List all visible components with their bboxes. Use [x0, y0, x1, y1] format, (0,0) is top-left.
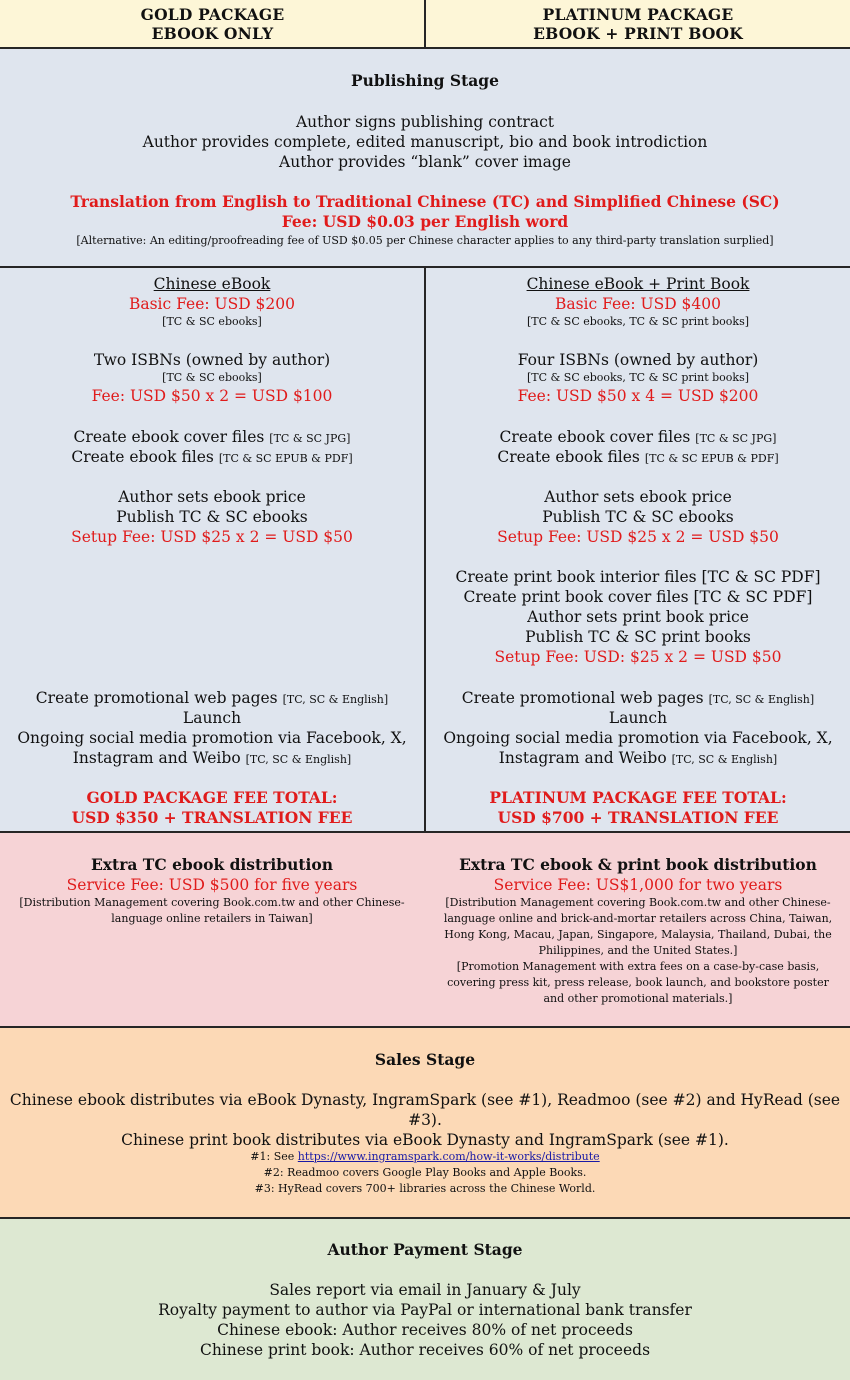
gold-isbn-note: [TC & SC ebooks]: [162, 371, 262, 384]
gold-setup-fee: Setup Fee: USD $25 x 2 = USD $50: [71, 528, 353, 546]
gold-launch: Launch: [182, 709, 242, 727]
platinum-extra-note-promotion: [Promotion Management with extra fees on a case-by-case basis, covering press kit, press release, book launch, and bookstore poster and other promotional materials.]: [447, 960, 829, 1005]
sales-stage-section: [0, 1028, 850, 1217]
translation-fee: Fee: USD $0.03 per English word: [281, 212, 569, 231]
header-divider: [424, 0, 426, 48]
sales-note2: #2: Readmoo covers Google Play Books and Apple Books.: [263, 1166, 587, 1179]
platinum-print-step: Create print book cover files [TC & SC PDF]: [463, 588, 813, 606]
gold-promo-text: Create promotional web pages: [35, 689, 278, 707]
gold-package-header: [0, 0, 425, 48]
platinum-package-title: PLATINUM PACKAGE: [542, 5, 734, 24]
platinum-cover-text: Create ebook cover files: [499, 428, 691, 446]
sales-note3: #3: HyRead covers 700+ libraries across the Chinese World.: [254, 1182, 596, 1195]
platinum-isbn-title: Four ISBNs (owned by author): [517, 351, 759, 369]
platinum-cover-note: [TC & SC JPG]: [695, 432, 777, 445]
gold-ebook-title: Chinese eBook: [153, 275, 271, 293]
gold-isbn-fee: Fee: USD $50 x 2 = USD $100: [91, 387, 333, 405]
gold-files-text: Create ebook files: [71, 448, 214, 466]
translation-block: [0, 192, 850, 232]
platinum-total-line1: PLATINUM PACKAGE FEE TOTAL:: [489, 788, 787, 807]
platinum-files-note: [TC & SC EPUB & PDF]: [644, 452, 779, 465]
platinum-column: [426, 268, 850, 831]
extra-distribution-section: [0, 833, 850, 1026]
platinum-launch: Launch: [608, 709, 668, 727]
platinum-total-line2: USD $700 + TRANSLATION FEE: [497, 808, 779, 827]
gold-total-line1: GOLD PACKAGE FEE TOTAL:: [86, 788, 338, 807]
platinum-extra-fee: Service Fee: US$1,000 for two years: [493, 876, 783, 894]
gold-isbn-title: Two ISBNs (owned by author): [93, 351, 331, 369]
payment-stage-section: [0, 1219, 850, 1380]
platinum-social-note: [TC, SC & English]: [671, 753, 778, 766]
platinum-promo-note: [TC, SC & English]: [708, 693, 815, 706]
gold-cover-text: Create ebook cover files: [73, 428, 265, 446]
sales-ebook-line: Chinese ebook distributes via eBook Dynasty, IngramSpark (see #1), Readmoo (see #2) and HyRead (see #3).: [9, 1091, 841, 1129]
platinum-extra-title: Extra TC ebook & print book distribution: [459, 855, 817, 874]
platinum-social-line1: Ongoing social media promotion via Facebook, X,: [443, 729, 833, 747]
gold-extra-fee: Service Fee: USD $500 for five years: [66, 876, 358, 894]
gold-basic-fee: Basic Fee: USD $200: [128, 295, 296, 313]
platinum-package-header: [426, 0, 850, 48]
gold-social-note: [TC, SC & English]: [245, 753, 352, 766]
gold-publish-text: Publish TC & SC ebooks: [116, 508, 308, 526]
platinum-print-step: Publish TC & SC print books: [525, 628, 751, 646]
gold-total-line2: USD $350 + TRANSLATION FEE: [71, 808, 353, 827]
platinum-extra-note-distribution: [Distribution Management covering Book.com.tw and other Chinese-language online and brick-and-mortar retailers across China, Taiwan, Hong Kong, Macau, Japan, Singapore, Malaysia, Thailand, Dubai, the Philippines, and the United States.]: [443, 896, 833, 957]
gold-files-note: [TC & SC EPUB & PDF]: [218, 452, 353, 465]
ingramspark-link[interactable]: https://www.ingramspark.com/how-it-works/distribute: [297, 1150, 600, 1163]
gold-extra-title: Extra TC ebook distribution: [90, 855, 334, 874]
sales-stage-title: Sales Stage: [374, 1050, 476, 1069]
sales-note1-prefix: #1: See: [250, 1150, 295, 1163]
platinum-social-line2: Instagram and Weibo: [498, 749, 667, 767]
platinum-basic-fee: Basic Fee: USD $400: [554, 295, 722, 313]
platinum-promo-text: Create promotional web pages: [461, 689, 704, 707]
publishing-step: Author provides “blank” cover image: [279, 153, 571, 171]
platinum-package-subtitle: EBOOK + PRINT BOOK: [533, 24, 743, 43]
gold-package-subtitle: EBOOK ONLY: [151, 24, 274, 43]
payment-line: Chinese print book: Author receives 60% of net proceeds: [199, 1341, 651, 1359]
gold-social-line1: Ongoing social media promotion via Facebook, X,: [17, 729, 407, 747]
publishing-step: Author signs publishing contract: [295, 113, 554, 131]
platinum-print-setup-fee: Setup Fee: USD: $25 x 2 = USD $50: [494, 648, 782, 666]
gold-extra-note: [Distribution Management covering Book.com.tw and other Chinese-language online retailers in Taiwan]: [19, 896, 405, 925]
gold-price-text: Author sets ebook price: [118, 488, 306, 506]
translation-note: [Alternative: An editing/proofreading fee of USD $0.05 per Chinese character applies to any third-party translation surplied]: [76, 234, 774, 247]
platinum-isbn-fee: Fee: USD $50 x 4 = USD $200: [517, 387, 759, 405]
gold-cover-note: [TC & SC JPG]: [269, 432, 351, 445]
publishing-stage-section: [0, 49, 850, 266]
publishing-steps: [0, 112, 850, 172]
sales-print-line: Chinese print book distributes via eBook Dynasty and IngramSpark (see #1).: [121, 1131, 729, 1149]
platinum-isbn-note: [TC & SC ebooks, TC & SC print books]: [526, 371, 750, 384]
gold-basic-note: [TC & SC ebooks]: [162, 315, 262, 328]
platinum-price-text: Author sets ebook price: [544, 488, 732, 506]
publishing-step: Author provides complete, edited manuscript, bio and book introdiction: [142, 133, 708, 151]
payment-line: Sales report via email in January & July: [269, 1281, 581, 1299]
payment-stage-title: Author Payment Stage: [327, 1240, 523, 1259]
platinum-ebook-title: Chinese eBook + Print Book: [526, 275, 750, 293]
payment-line: Chinese ebook: Author receives 80% of net proceeds: [217, 1321, 633, 1339]
platinum-publish-text: Publish TC & SC ebooks: [542, 508, 734, 526]
platinum-basic-note: [TC & SC ebooks, TC & SC print books]: [526, 315, 750, 328]
platinum-print-step: Create print book interior files [TC & SC PDF]: [455, 568, 821, 586]
gold-social-line2: Instagram and Weibo: [72, 749, 241, 767]
platinum-setup-fee: Setup Fee: USD $25 x 2 = USD $50: [497, 528, 779, 546]
platinum-files-text: Create ebook files: [497, 448, 640, 466]
publishing-stage-title: Publishing Stage: [350, 71, 500, 90]
gold-promo-note: [TC, SC & English]: [282, 693, 389, 706]
payment-line: Royalty payment to author via PayPal or international bank transfer: [158, 1301, 692, 1319]
gold-column: [0, 268, 424, 831]
gold-package-title: GOLD PACKAGE: [140, 5, 285, 24]
platinum-print-step: Author sets print book price: [527, 608, 749, 626]
translation-title: Translation from English to Traditional Chinese (TC) and Simplified Chinese (SC): [70, 192, 780, 211]
